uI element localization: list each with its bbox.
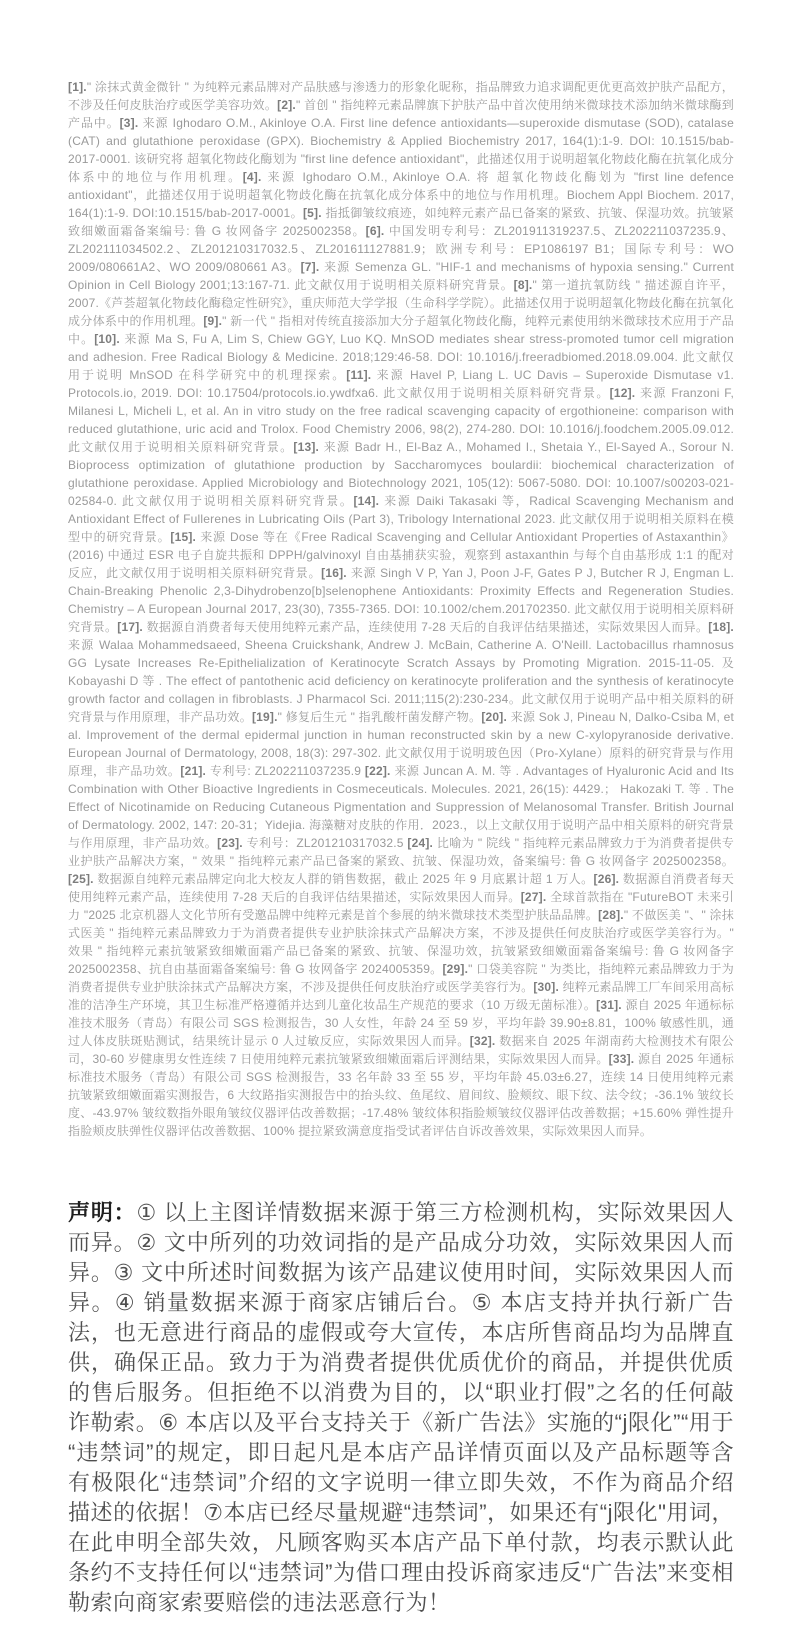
footnote-marker: [5]. bbox=[302, 206, 322, 220]
footnote-text: 比喻为 " 院线 " 指纯粹元素品牌致力于为消费者提供专业护肤产品解决方案，" 效果 " 指纯粹元素产品已备案的紧致、抗皱、保湿功效，备案编号: 鲁 G 妆网备字 2025002358。 bbox=[68, 836, 735, 868]
footnote-marker: [29]. bbox=[442, 962, 469, 976]
footnote-text: 源自 2025 年通标标准技术服务（青岛）有限公司 SGS 检测报告，30 人女性，年龄 24 至 59 岁，平均年龄 39.90±8.81，100% 敏感性肌，通过人体皮肤斑贴测试，结果统计显示 0 人过敏反应，实际效果因人而异。 bbox=[68, 998, 734, 1048]
footnote-text: 来源 Dose 等在《Free Radical Scavenging and Cellular Antioxidant Properties of Astaxanthin》(2016) 中通过 ESR 电子自旋共振和 DPPH/galvinoxyl 自由基捕获实验，观察到 astaxanthin 与每个自由基形成 1:1 的配对反应，此文献仅用于说明相关原料研究背景。 bbox=[68, 530, 734, 580]
disclaimer-label: 声明： bbox=[68, 1200, 137, 1225]
footnote-text: 指抵御皱纹痕迹，如纯粹元素产品已备案的紧致、抗皱、保湿功效。抗皱紧致细嫩面霜备案编号: 鲁 G 妆网备字 2025002358。 bbox=[68, 206, 734, 238]
footnote-text: 来源 Franzoni F, Milanesi L, Micheli L, et al. An in vitro study on the free radical scavenging capacity of ergothioneine: comparison with reduced glutathione, uric acid and Trolox. Food Chemistry 2006, 98(2), 274-280. DOI: 10.1016/j.foodchem.2005.09.012. 此文献仅用于说明相关原料研究背景。 bbox=[68, 386, 734, 454]
footnote-text: " 不做医美 "、" 涂抹式医美 " 指纯粹元素品牌致力于为消费者提供专业护肤涂抹式产品解决方案，不涉及提供任何皮肤治疗或医学美容行为。" 效果 " 指纯粹元素抗皱紧致细嫩面霜产品已备案的紧致、抗皱、保湿功效，抗皱紧致细嫩面霜备案编号: 鲁 G 妆网备字 2025002358、抗自由基面霜备案编号: 鲁 G 妆网备字 2024005359。 bbox=[68, 908, 734, 976]
footnote-text: 数据源自消费者每天使用纯粹元素产品，连续使用 7-28 天后的自我评估结果描述，实际效果因人而异。 bbox=[68, 872, 735, 904]
footnote-marker: [24]. bbox=[407, 836, 434, 850]
footnote-text: 源自 2025 年通标标准技术服务（青岛）有限公司 SGS 检测报告，33 名年龄 33 至 55 岁，平均年龄 45.03±6.27，连续 14 日使用纯粹元素抗皱紧致细嫩面霜实测报告，6 大纹路指实测报告中的抬头纹、鱼尾纹、眉间纹、脸颊纹、眼下纹、法令纹；-36.1% 皱纹长度、-43.97% 皱纹数指外眼角皱纹仪器评估改善数据；-17.48% 皱纹体积指脸颊皱纹仪器评估改善数据；+15.60% 弹性提升指脸颊皮肤弹性仪器评估改善数据、100% 提拉紧致满意度指受试者评估自诉改善效果，实际效果因人而异。 bbox=[68, 1052, 734, 1138]
footnote-text: 来源 Semenza GL. "HIF-1 and mechanisms of hypoxia sensing." Current Opinion in Cell Biology 2001;13:167-71. 此文献仅用于说明相关原料研究背景。 bbox=[68, 260, 734, 292]
footnote-marker: [14]. bbox=[353, 494, 380, 508]
footnote-text: 数据源自消费者每天使用纯粹元素产品，连续使用 7-28 天后的自我评估结果描述，实际效果因人而异。 bbox=[142, 620, 709, 634]
footnote-marker: [27]. bbox=[520, 890, 547, 904]
footnote-text: 来源 Singh V P, Yan J, Poon J-F, Gates P J, Butcher R J, Engman L. Chain-Breaking Phenolic 2,3-Dihydrobenzo[b]selenophene Antioxidants: Proximity Effects and Regeneration Studies. Chemistry – A European Journal 2017, 23(30), 7355-7365. DOI: 10.1002/chem.201702350. 此文献仅用于说明相关原料研究背景。 bbox=[68, 566, 734, 634]
footnote-text: " 新一代 " 指相对传统直接添加大分子超氧化物歧化酶，纯粹元素使用纳米微球技术应用于产品中。 bbox=[68, 314, 735, 346]
footnote-marker: [26]. bbox=[593, 872, 620, 886]
footnote-text: 来源 Badr H., El-Baz A., Mohamed I., Shetaia Y., El-Sayed A., Sorour N. Bioprocess optimization of glutathione production by Saccharomyces boulardii: biochemical characterization of glutathione peroxidase. Applied Microbiology and Biotechnology 2021, 105(12): 5067-5080. DOI: 10.1007/s00203-021-02584-0. 此文献仅用于说明相关原料研究背景。 bbox=[68, 440, 734, 508]
footnote-marker: [10]. bbox=[94, 332, 120, 346]
footnote-marker: [6]. bbox=[365, 224, 385, 238]
footnote-marker: [33]. bbox=[608, 1052, 635, 1066]
footnote-marker: [25]. bbox=[68, 872, 94, 886]
footnote-marker: [31]. bbox=[596, 998, 622, 1012]
footnote-text: " 涂抹式黄金微针 " 为纯粹元素品牌对产品肤感与渗透力的形象化昵称，指品牌致力追求调配更优更高效护肤产品配方，不涉及任何皮肤治疗或医学美容功效。 bbox=[68, 80, 734, 112]
footnote-marker: [28]. bbox=[598, 908, 624, 922]
footnote-text: 来源 Ma S, Fu A, Lim S, Chiew GGY, Luo KQ. MnSOD mediates shear stress-promoted tumor cell migration and adhesion. Free Radical Biology & Medicine. 2018;129:46-58. DOI: 10.1016/j.freeradbiomed.2018.09.004. 此文献仅用于说明 MnSOD 在科学研究中的机理探索。 bbox=[68, 332, 734, 382]
footnote-marker: [4]. bbox=[242, 170, 262, 184]
footnote-marker: [11]. bbox=[346, 368, 372, 382]
footnote-marker: [30]. bbox=[533, 980, 560, 994]
footnote-marker: [23]. bbox=[217, 836, 243, 850]
footnote-marker: [3]. bbox=[119, 116, 139, 130]
footnote-marker: [8]. bbox=[513, 278, 533, 292]
footnote-text: 中国发明专利号：ZL201911319237.5、ZL202211037235.9、ZL202111034502.2、ZL201210317032.5、ZL201611127881.9；欧洲专利号：EP1086197 B1；国际专利号：WO 2009/080661A2、WO 2009/080661 A3。 bbox=[68, 224, 734, 274]
footnote-marker: [22]. bbox=[364, 764, 391, 778]
footnote-text: " 修复后生元 " 指乳酸杆菌发酵产物。 bbox=[277, 710, 482, 724]
footnote-text: 数据来自 2025 年湖南药大检测技术有限公司，30-60 岁健康男女性连续 7 日使用纯粹元素抗皱紧致细嫩面霜后评测结果，实际效果因人而异。 bbox=[68, 1034, 734, 1066]
footnote-text: 来源 Ighodaro O.M., Akinloye O.A. First line defence antioxidants—superoxide dismutase (SOD), catalase (CAT) and glutathione peroxidase (GPX). Biochemistry & Applied Biochemistry 2017, 164(1):1-9. DOI: 10.1515/bab-2017-0001. 该研究将 超氧化物歧化酶划为 "first line defence antioxidant"，此描述仅用于说明超氧化物歧化酶在抗氧化成分体系中的地位与作用机理。 bbox=[68, 116, 734, 184]
footnote-marker: [18]. bbox=[708, 620, 734, 634]
footnote-text: 全球首款指在 "FutureBOT 未来引力 "2025 北京机器人文化节所有受邀品牌中纯粹元素是首个参展的纳米微球技术类型护肤品品牌。 bbox=[68, 890, 734, 922]
disclaimer-paragraph bbox=[68, 1198, 734, 1618]
footnote-text: 来源 Juncan A. M. 等 . Advantages of Hyaluronic Acid and Its Combination with Other Bioactive Ingredients in Cosmeceuticals. Molecules. 2021, 26(15): 4429.； Hakozaki T. 等 . The Effect of Nicotinamide on Reducing Cutaneous Pigmentation and Suppression of Melanosomal Transfer. British Journal of Dermatology. 2002, 147: 20-31；Yidejia. 海藻糖对皮肤的作用．2023.，以上文献仅用于说明产品中相关原料的研究背景与作用原理，非产品功效。 bbox=[68, 764, 734, 850]
footnote-marker: [16]. bbox=[321, 566, 347, 580]
footnote-marker: [13]. bbox=[293, 440, 320, 454]
footnote-text: " 第一道抗氧防线 " 描述源自许平，2007.《芦荟超氧化物歧化酶稳定性研究》，重庆师范大学学报（生命科学学院）。此描述仅用于说明超氧化物歧化酶在抗氧化成分体系中的作用机理。 bbox=[68, 278, 734, 328]
footnote-text: " 口袋美容院 " 为类比，指纯粹元素品牌致力于为消费者提供专业护肤涂抹式产品解决方案，不涉及提供任何皮肤治疗或医学美容行为。 bbox=[68, 962, 734, 994]
footnote-text: 来源 Walaa Mohammedsaeed, Sheena Cruickshank, Andrew J. McBain, Catherine A. O'Neill. Lactobacillus rhamnosus GG Lysate Increases Re-Epithelialization of Keratinocyte Scratch Assays by Promoting Migration. 2015-11-05. 及 Kobayashi D 等 . The effect of pantothenic acid deficiency on keratinocyte proliferation and the synthesis of keratinocyte growth factor and collagen in fibroblasts. J Pharmacol Sci. 2011;115(2):230-234。此文献仅用于说明产品中相关原料的研究背景与作用原理，非产品功效。 bbox=[68, 638, 734, 724]
footnote-marker: [21]. bbox=[180, 764, 207, 778]
footnote-marker: [12]. bbox=[609, 386, 636, 400]
footnote-marker: [9]. bbox=[203, 314, 223, 328]
footnote-marker: [17]. bbox=[117, 620, 143, 634]
footnote-text: 数据源自纯粹元素品牌定向北大校友人群的销售数据，截止 2025 年 9 月底累计超 1 万人。 bbox=[93, 872, 594, 886]
footnote-marker: [20]. bbox=[481, 710, 508, 724]
footnote-text: 来源 Daiki Takasaki 等，Radical Scavenging Mechanism and Antioxidant Effect of Fullerenes in Lubricating Oils (Part 3), Tribology International 2023. 此文献仅用于说明相关原料在模型中的研究背景。 bbox=[68, 494, 734, 544]
footnote-marker: [32]. bbox=[469, 1034, 496, 1048]
footnote-text: 专利号: ZL202211037235.9 bbox=[206, 764, 365, 778]
footnote-marker: [19]. bbox=[251, 710, 278, 724]
footnote-marker: [2]. bbox=[277, 98, 296, 112]
footnote-marker: [7]. bbox=[300, 260, 320, 274]
footnote-text: 纯粹元素品牌工厂车间采用高标准的洁净生产环境，其卫生标准严格遵循并达到儿童化妆品生产规范的要求（10 万级无菌标准）。 bbox=[68, 980, 734, 1012]
footnote-text: 来源 Sok J, Pineau N, Dalko-Csiba M, et al. Improvement of the dermal epidermal junction in human reconstructed skin by a new C-xylopyranoside derivative. European Journal of Dermatology, 2008, 18(3): 297-302. 此文献仅用于说明玻色因（Pro-Xylane）原料的研究背景与作用原理，非产品功效。 bbox=[68, 710, 734, 778]
disclaimer-text: ① 以上主图详情数据来源于第三方检测机构，实际效果因人而异。② 文中所列的功效词指的是产品成分功效，实际效果因人而异。③ 文中所述时间数据为该产品建议使用时间，实际效果因人而异。④ 销量数据来源于商家店铺后台。⑤ 本店支持并执行新广告法，也无意进行商品的虚假或夸大宣传，本店所售商品均为品牌直供，确保正品。致力于为消费者提供优质优价的商品，并提供优质的售后服务。但拒绝不以消费为目的，以“职业打假”之名的任何敲诈勒索。⑥ 本店以及平台支持关于《新广告法》实施的“j限化”“用于“违禁词”的规定，即日起凡是本店产品详情页面以及产品标题等含有极限化“违禁词”介绍的文字说明一律立即失效，不作为商品介绍描述的依据！⑦本店已经尽量规避“违禁词”，如果还有“j限化"用词，在此申明全部失效，凡顾客购买本店产品下单付款，均表示默认此条约不支持任何以“违禁词”为借口理由投诉商家违反“广告法”来变相勒索向商家索要赔偿的违法恶意行为！ bbox=[68, 1200, 734, 1615]
footnote-marker: [1]. bbox=[68, 80, 87, 94]
footnotes-paragraph bbox=[68, 78, 734, 1140]
footnote-text: 专利号：ZL201210317032.5 bbox=[242, 836, 408, 850]
footnote-text: 来源 Ighodaro O.M., Akinloye O.A. 将 超氧化物歧化酶划为 "first line defence antioxidant"，此描述仅用于说明超氧化物歧化酶在抗氧化成分体系中的地位与作用机理。Biochem Appl Biochem. 2017, 164(1):1-9. DOI:10.1515/bab-2017-0001。 bbox=[68, 170, 734, 220]
footnote-text: " 首创 " 指纯粹元素品牌旗下护肤产品中首次使用纳米微球技术添加纳米微球酶到产品中。 bbox=[68, 98, 734, 130]
footnote-text: 来源 Havel P, Liang L. UC Davis – Superoxide Dismutase v1. Protocols.io, 2019. DOI: 10.17504/protocols.io.ywdfxa6. 此文献仅用于说明相关原料研究背景。 bbox=[68, 368, 734, 400]
footnote-marker: [15]. bbox=[170, 530, 197, 544]
